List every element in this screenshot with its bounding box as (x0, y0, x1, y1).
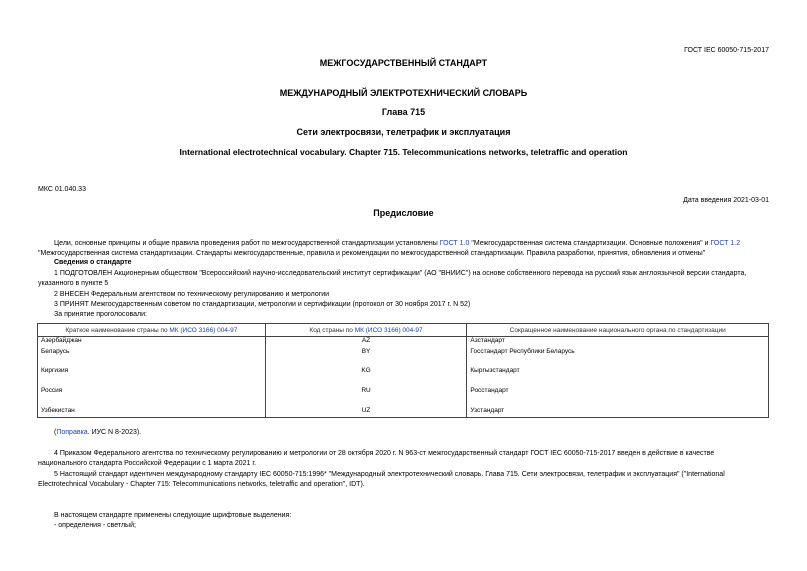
voting-countries-table (37, 323, 769, 418)
mk-iso-3166-link[interactable]: МК (ИСО 3166) 004-97 (354, 326, 423, 334)
code-cell: AZ (265, 337, 467, 348)
column-header-body: Сокращенное наименование национального органа по стандартизации (467, 324, 769, 337)
country-cell: Узбекистан (38, 407, 266, 418)
item-2: 2 ВНЕСЕН Федеральным агентством по техническому регулированию и метрологии (54, 291, 330, 298)
country-cell: Азербайджан (38, 337, 266, 348)
amendment-note: (Поправка. ИУС N 8-2023). (54, 429, 142, 436)
document-title: МЕЖДУНАРОДНЫЙ ЭЛЕКТРОТЕХНИЧЕСКИЙ СЛОВАРЬ (279, 88, 528, 98)
table-row (38, 387, 769, 407)
mks-code: МКС 01.040.33 (38, 186, 86, 193)
preface-paragraph: Цели, основные принципы и общие правила проведения работ по межгосударственной стандартизации установлены ГОСТ 1.0 "Межгосударственная система стандартизации. Основные положения" и ГОСТ 1.2 (54, 240, 741, 247)
item-4-line2: национального стандарта Российской Федерации с 1 марта 2021 г. (38, 460, 257, 467)
code-cell: UZ (265, 407, 467, 418)
gost-1-0-link[interactable]: ГОСТ 1.0 (439, 240, 470, 247)
item-3: 3 ПРИНЯТ Межгосударственным советом по стандартизации, метрологии и сертификации (протокол от 30 ноября 2017 г. N 52) (54, 301, 471, 308)
amendment-link[interactable]: Поправка (56, 429, 88, 436)
code-cell: RU (265, 387, 467, 407)
table-header-row (38, 324, 769, 337)
item-1-line2: указанного в пункте 5 (38, 280, 109, 287)
mk-iso-3166-link[interactable]: МК (ИСО 3166) 004-97 (169, 326, 238, 334)
item-1-line1: 1 ПОДГОТОВЛЕН Акционерным обществом "Всероссийский научно-исследовательский институт сертификации" (АО "ВНИИС") на основе собственного перевода на русский язык англоязычной версии стандарта, (54, 270, 747, 277)
document-subtitle: Сети электросвязи, телетрафик и эксплуатация (296, 127, 511, 137)
font-convention-item: - определения - светлый; (54, 522, 136, 529)
table-row (38, 407, 769, 418)
font-conventions-intro: В настоящем стандарте применены следующие шрифтовые выделения: (54, 512, 292, 519)
country-cell: Киргизия (38, 367, 266, 387)
vote-label: За принятие проголосовали: (54, 311, 147, 318)
body-cell: Кыргызстандарт (467, 367, 769, 387)
code-cell: KG (265, 367, 467, 387)
gost-1-2-link[interactable]: ГОСТ 1.2 (710, 240, 741, 247)
document-code: ГОСТ IEC 60050-715-2017 (684, 47, 769, 54)
table-row (38, 337, 769, 348)
country-cell: Беларусь (38, 348, 266, 367)
english-title: International electrotechnical vocabulary. Chapter 715. Telecommunications networks, teletraffic and operation (179, 147, 628, 157)
column-header-code: Код страны по МК (ИСО 3166) 004-97 (265, 324, 467, 337)
standard-kind: МЕЖГОСУДАРСТВЕННЫЙ СТАНДАРТ (319, 58, 488, 68)
table-row (38, 348, 769, 367)
table-row (38, 367, 769, 387)
body-cell: Азстандарт (467, 337, 769, 348)
introduction-date: Дата введения 2021-03-01 (683, 197, 769, 204)
body-cell: Росстандарт (467, 387, 769, 407)
code-cell: BY (265, 348, 467, 367)
item-5-line2: Electrotechnical Vocabulary - Chapter 715: Telecommunications networks, teletraffic and operation", IDT). (38, 481, 365, 488)
standard-info-heading: Сведения о стандарте (54, 259, 132, 266)
country-cell: Россия (38, 387, 266, 407)
column-header-country: Краткое наименование страны по МК (ИСО 3166) 004-97 (38, 324, 266, 337)
body-cell: Узстандарт (467, 407, 769, 418)
preface-paragraph-line2: "Межгосударственная система стандартизации. Стандарты межгосударственные, правила и рекомендации по межгосударственной стандартизации. Правила разработки, принятия, обновления и отмены" (38, 250, 706, 257)
preface-heading: Предисловие (373, 208, 434, 218)
body-cell: Госстандарт Республики Беларусь (467, 348, 769, 367)
chapter-label: Глава 715 (381, 107, 426, 117)
item-4-line1: 4 Приказом Федерального агентства по техническому регулированию и метрологии от 28 октября 2020 г. N 963-ст межгосударственный стандарт ГОСТ IEC 60050-715-2017 введен в действие в качестве (54, 450, 715, 457)
item-5-line1: 5 Настоящий стандарт идентичен международному стандарту IEC 60050-715:1996* "Международный электротехнический словарь. Глава 715. Сети электросвязи, телетрафик и эксплуатация" ("International (54, 471, 725, 478)
